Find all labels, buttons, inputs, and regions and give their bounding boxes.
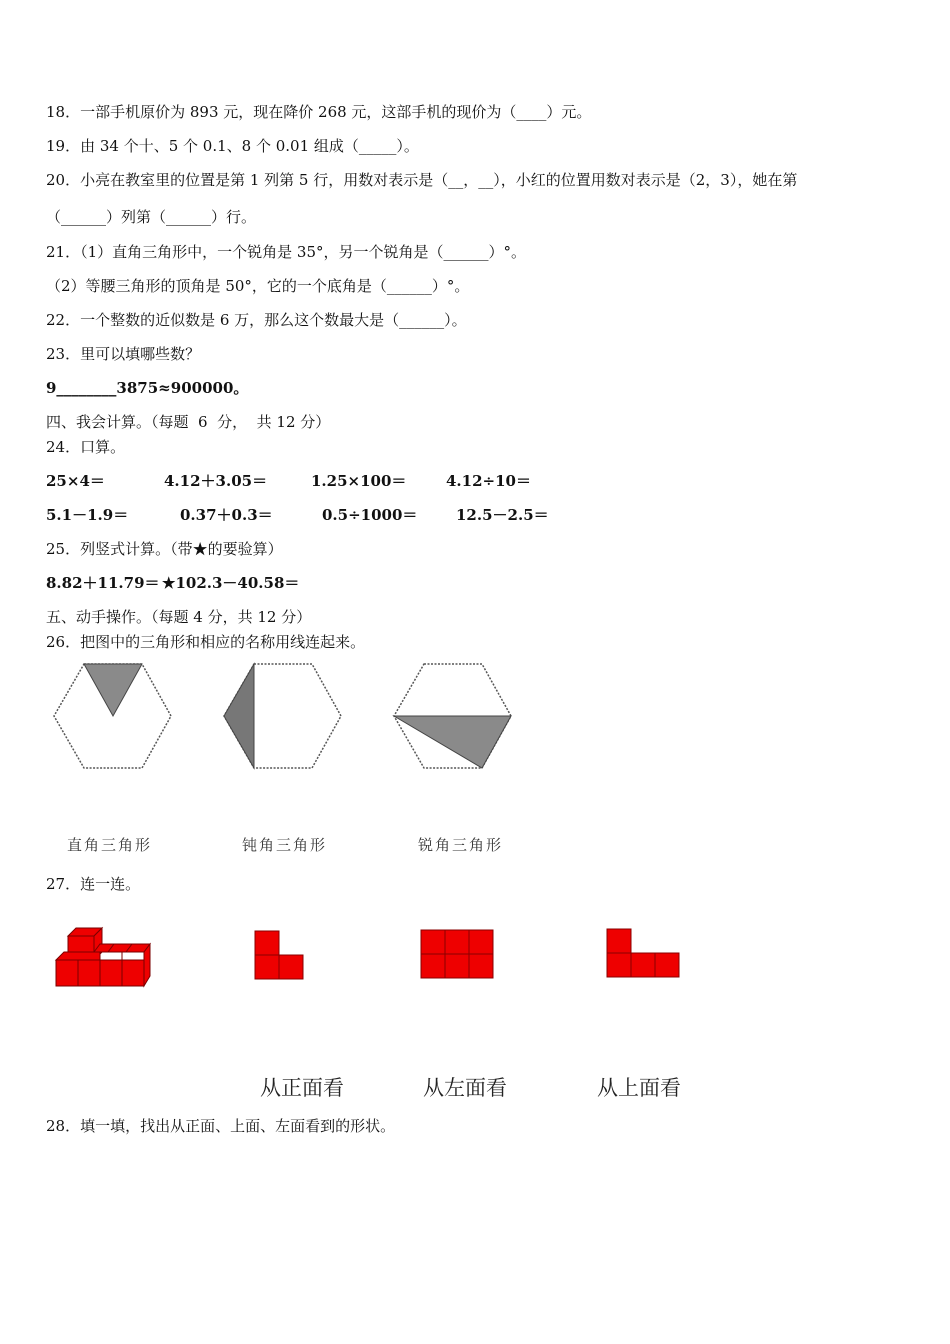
cube-solid-figure: [52, 914, 152, 990]
question-22: 22．一个整数的近似数是 6 万，那么这个数最大是（______）。: [46, 311, 467, 329]
oral-item: 1.25×100＝: [311, 472, 407, 490]
hexagon-figure-1: [50, 660, 175, 772]
vertical-calc-item: ★102.3－40.58＝: [162, 574, 300, 592]
view-label-top: 从上面看: [597, 1076, 681, 1100]
oral-item: 5.1－1.9＝: [46, 506, 129, 524]
question-27: 27．连一连。: [46, 875, 141, 893]
section-5-heading: 五、动手操作。（每题 4 分，共 12 分）: [46, 608, 312, 626]
question-19: 19．由 34 个十、5 个 0.1、8 个 0.01 组成（_____）。: [46, 137, 419, 155]
section-4-heading: 四、我会计算。（每题 6 分， 共 12 分）: [46, 413, 331, 431]
view-label-front: 从正面看: [260, 1076, 344, 1100]
question-18: 18．一部手机原价为 893 元，现在降价 268 元，这部手机的现价为（____）元。: [46, 103, 592, 121]
question-24: 24．口算。: [46, 438, 126, 456]
triangle-label-right: 直角三角形: [67, 836, 153, 854]
question-20-line2: （______）列第（______）行。: [46, 208, 257, 226]
vertical-calc-item: 8.82＋11.79＝: [46, 574, 160, 592]
view-shape-3: [606, 928, 682, 980]
question-25: 25．列竖式计算。（带★的要验算）: [46, 540, 283, 558]
triangle-label-obtuse: 钝角三角形: [242, 836, 328, 854]
oral-item: 0.37＋0.3＝: [180, 506, 273, 524]
view-shape-1: [254, 930, 306, 982]
question-28: 28．填一填，找出从正面、上面、左面看到的形状。: [46, 1117, 396, 1135]
oral-item: 0.5÷1000＝: [322, 506, 418, 524]
question-23-expression: 9________3875≈900000。: [46, 379, 249, 397]
oral-item: 25×4＝: [46, 472, 105, 490]
question-20-line1: 20．小亮在教室里的位置是第 1 列第 5 行，用数对表示是（__，__），小红的位置用数对表示是（2，3），她在第: [46, 171, 798, 189]
oral-item: 4.12＋3.05＝: [164, 472, 268, 490]
question-21-part1: 21．（1）直角三角形中，一个锐角是 35°，另一个锐角是（______）°。: [46, 243, 526, 261]
view-shape-2: [420, 929, 496, 981]
hexagon-figure-2: [220, 660, 345, 772]
view-label-left: 从左面看: [423, 1076, 507, 1100]
question-23: 23．里可以填哪些数？: [46, 345, 201, 363]
hexagon-figure-3: [390, 660, 515, 772]
triangle-label-acute: 锐角三角形: [418, 836, 504, 854]
oral-item: 12.5－2.5＝: [456, 506, 549, 524]
question-26: 26．把图中的三角形和相应的名称用线连起来。: [46, 633, 366, 651]
oral-item: 4.12÷10＝: [446, 472, 531, 490]
question-21-part2: （2）等腰三角形的顶角是 50°，它的一个底角是（______）°。: [46, 277, 470, 295]
